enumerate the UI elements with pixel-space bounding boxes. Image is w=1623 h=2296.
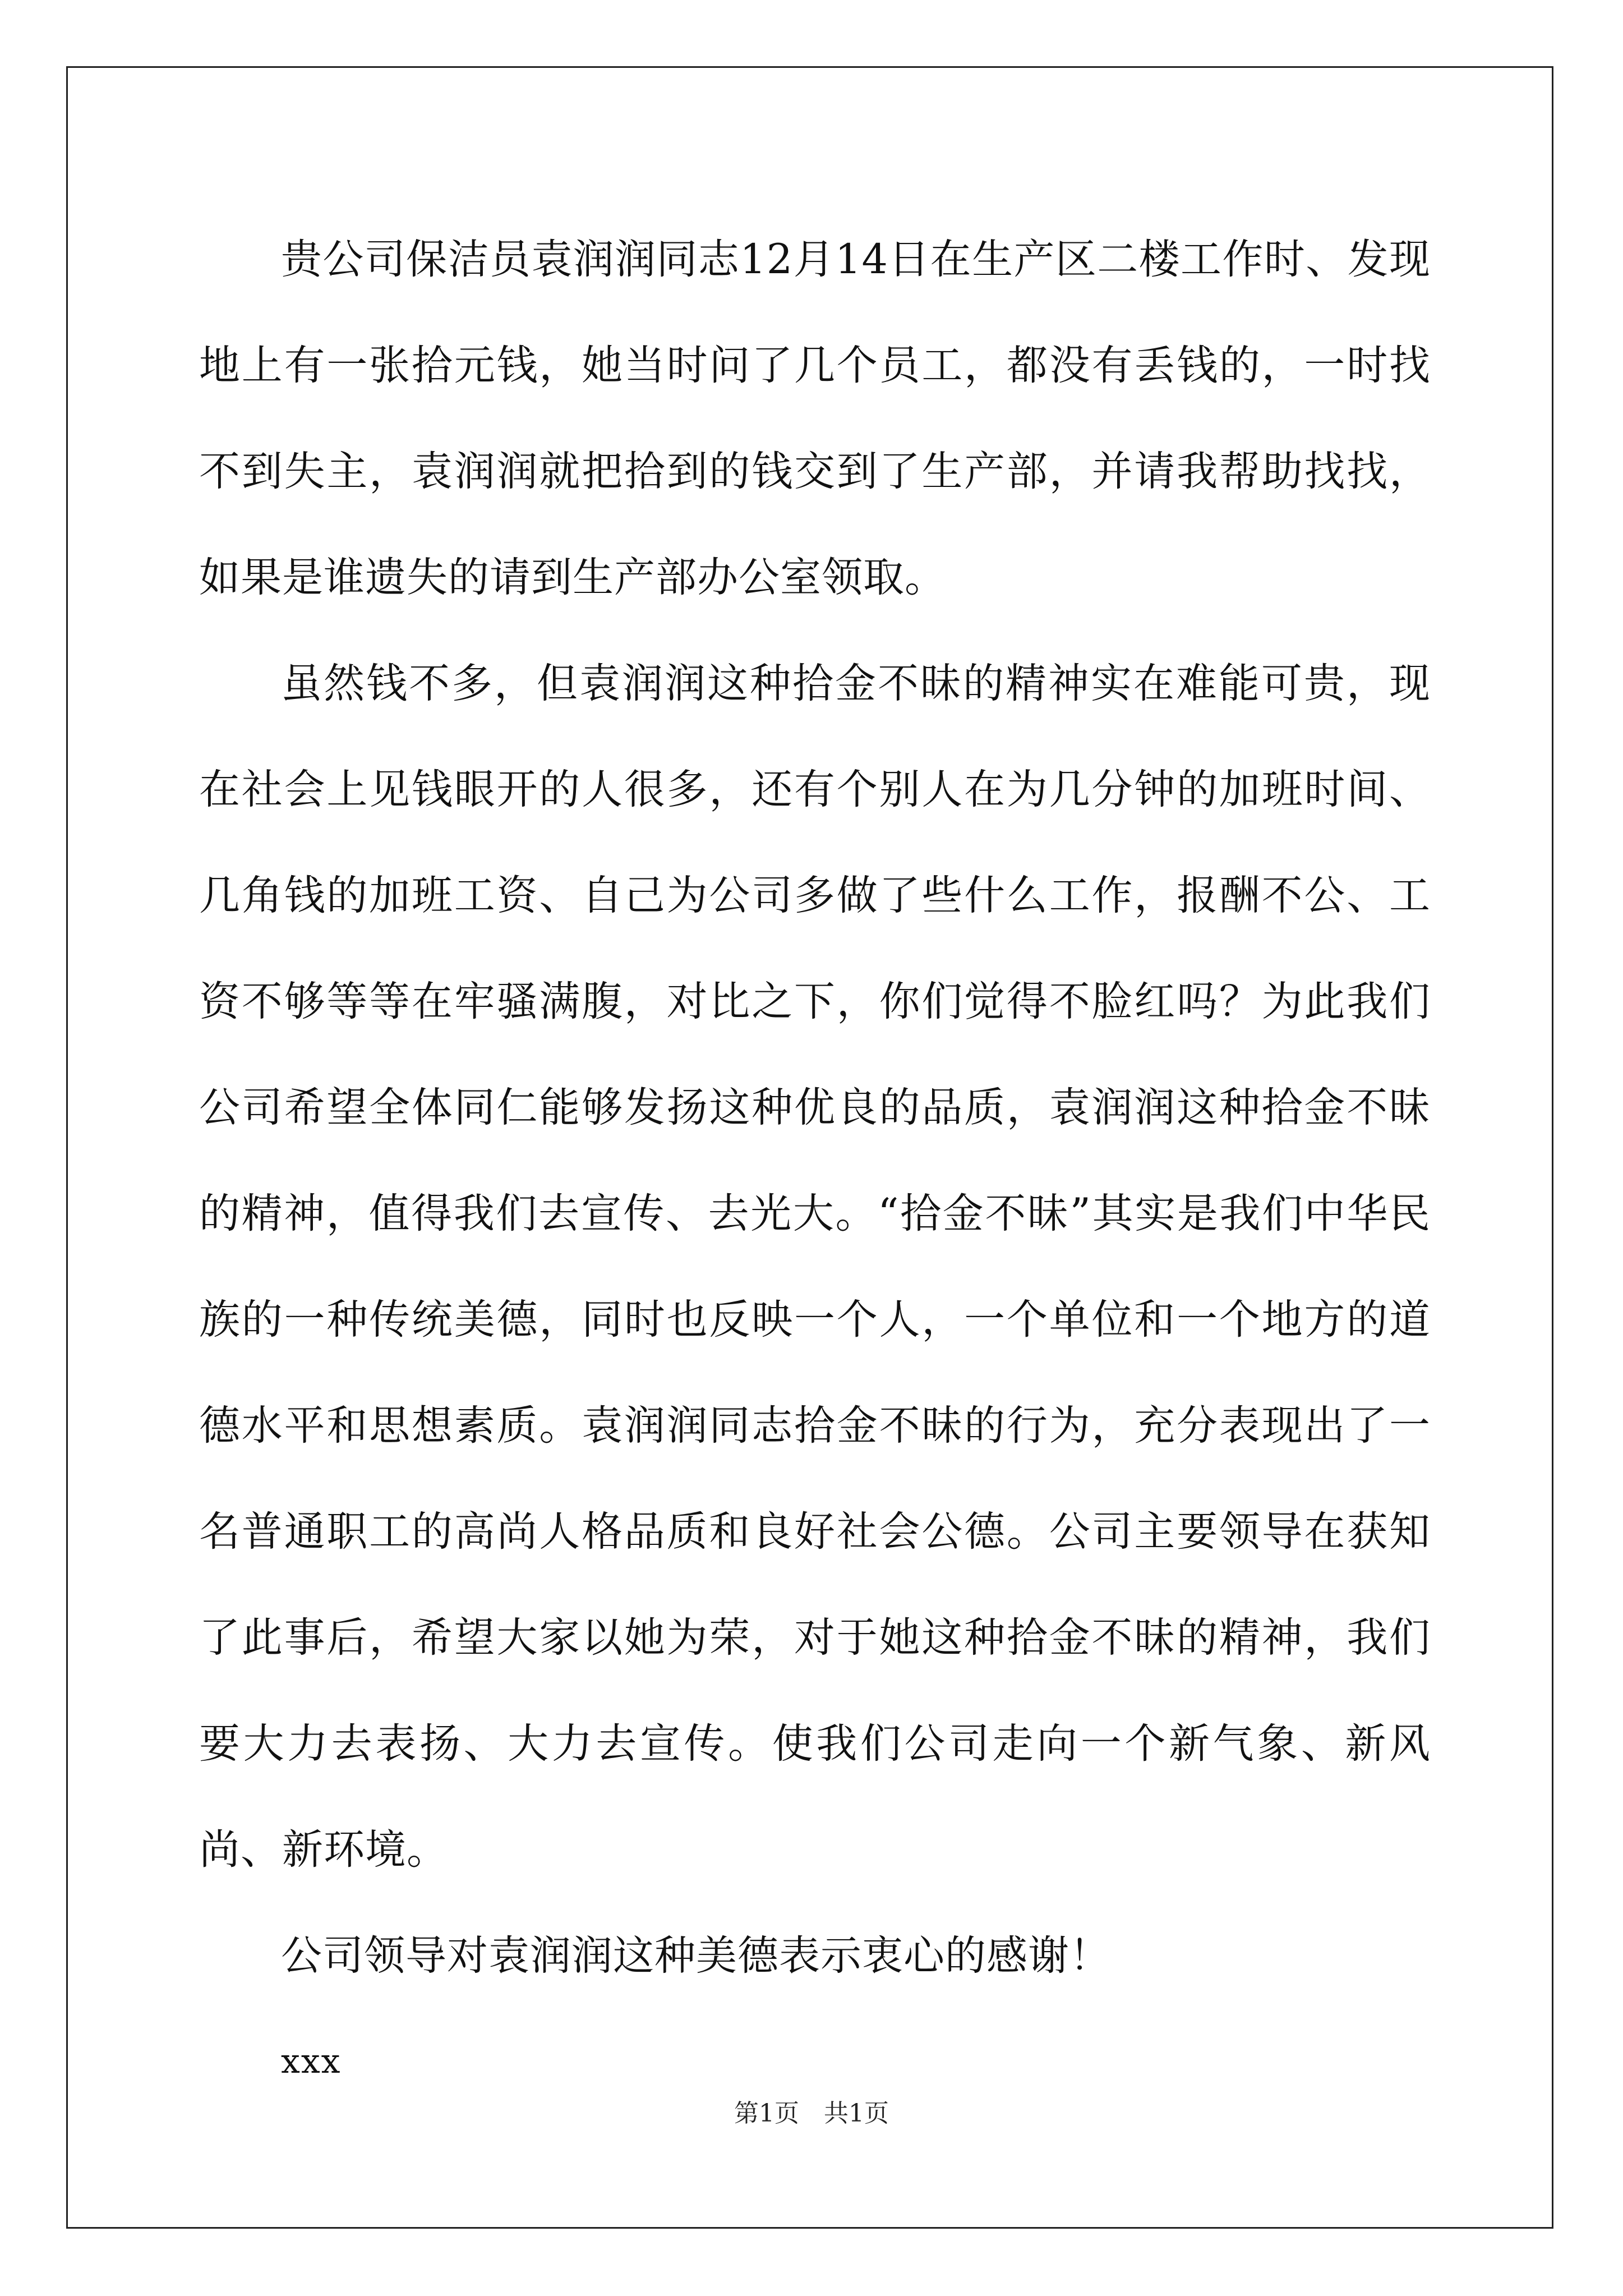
- paragraph-1: 贵公司保洁员袁润润同志12月14日在生产区二楼工作时、发现地上有一张拾元钱，她当时问了几个员工，都没有丢钱的，一时找不到失主，袁润润就把拾到的钱交到了生产部，并请我帮助找找，如果是谁遗失的请到生产部办公室领取。: [199, 236, 1431, 601]
- paragraph-3: 公司领导对袁润润这种美德表示衷心的感谢！: [281, 1932, 1111, 1980]
- signature: xxx: [281, 2042, 342, 2081]
- document-body: [199, 206, 1431, 2115]
- page-number-footer: 第1页 共1页: [734, 2099, 889, 2128]
- paragraph-2: 虽然钱不多，但袁润润这种拾金不昧的精神实在难能可贵，现在社会上见钱眼开的人很多，还有个别人在为几分钟的加班时间、几角钱的加班工资、自己为公司多做了些什么工作，报酬不公、工资不够等等在牢骚满腹，对比之下，你们觉得不脸红吗？为此我们公司希望全体同仁能够发扬这种优良的品质，袁润润这种拾金不昧的精神，值得我们去宣传、去光大。“拾金不昧”其实是我们中华民族的一种传统美德，同时也反映一个人，一个单位和一个地方的道德水平和思想素质。袁润润同志拾金不昧的行为，充分表现出了一名普通职工的高尚人格品质和良好社会公德。公司主要领导在获知了此事后，希望大家以她为荣，对于她这种拾金不昧的精神，我们要大力去表扬、大力去宣传。使我们公司走向一个新气象、新风尚、新环境。: [199, 660, 1431, 1874]
